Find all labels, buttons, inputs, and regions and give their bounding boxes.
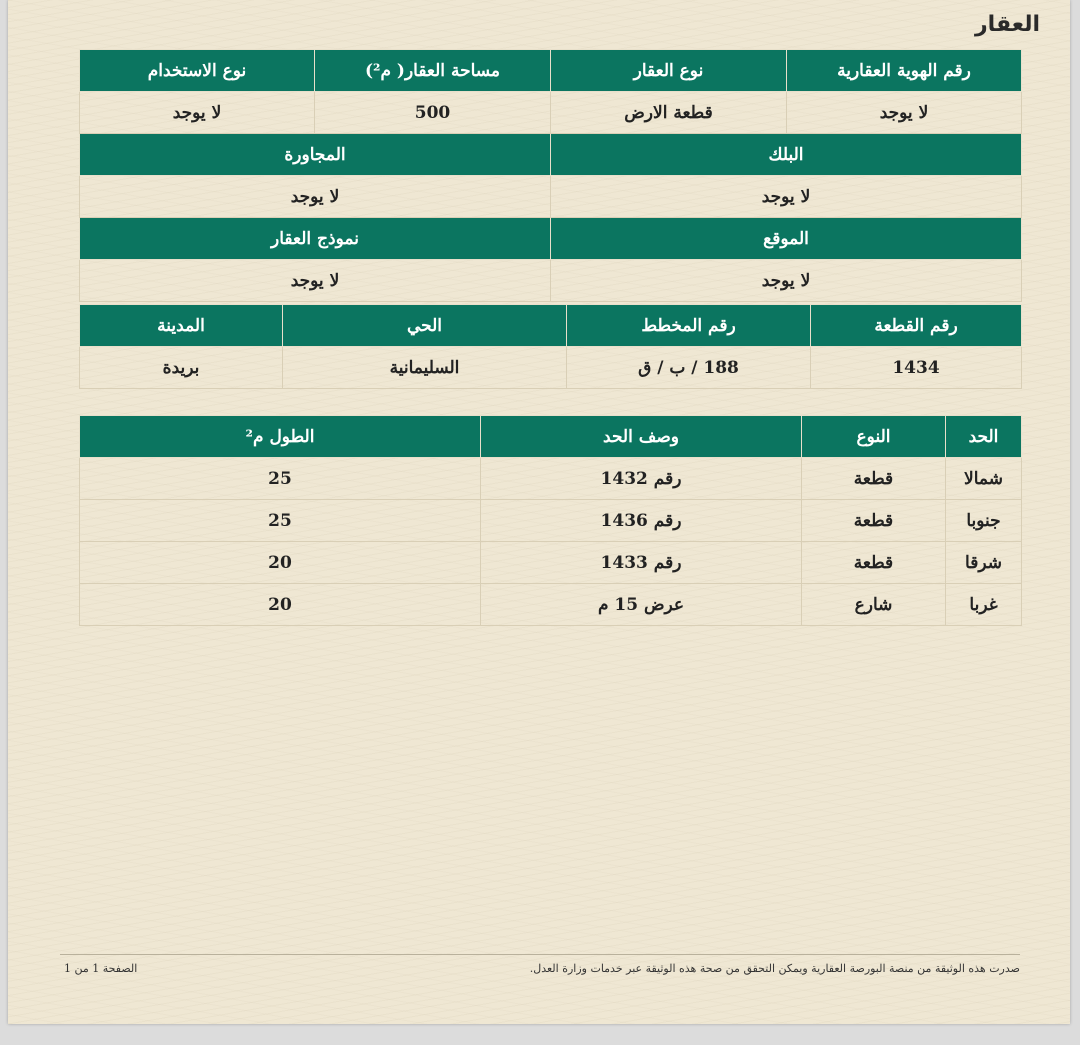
boundary-direction: غربا [946, 584, 1022, 626]
header-property-type: نوع العقار [551, 50, 787, 92]
header-boundary-description: وصف الحد [481, 416, 802, 458]
section-title: العقار [975, 12, 1040, 37]
boundary-length: 25 [80, 500, 481, 542]
boundary-direction: جنوبا [946, 500, 1022, 542]
header-boundary-length: الطول م² [80, 416, 481, 458]
value-property-model: لا يوجد [80, 260, 551, 302]
value-property-type: قطعة الارض [551, 92, 787, 134]
boundary-length: 20 [80, 542, 481, 584]
document-page [8, 0, 1070, 1024]
page-number: الصفحة 1 من 1 [64, 962, 138, 975]
boundary-type: شارع [802, 584, 946, 626]
boundary-description: رقم 1433 [481, 542, 802, 584]
boundary-description: رقم 1436 [481, 500, 802, 542]
boundary-length: 25 [80, 458, 481, 500]
footer-divider [60, 954, 1020, 955]
boundary-description: عرض 15 م [481, 584, 802, 626]
header-neighborhood-unit: المجاورة [80, 134, 551, 176]
boundary-type: قطعة [802, 542, 946, 584]
value-usage-type: لا يوجد [80, 92, 315, 134]
property-header-row-1 [80, 50, 1022, 92]
value-city: بريدة [80, 347, 283, 389]
property-value-row-2 [80, 176, 1022, 218]
header-property-area: مساحة العقار( م²) [315, 50, 551, 92]
header-location: الموقع [551, 218, 1022, 260]
header-property-model: نموذج العقار [80, 218, 551, 260]
header-boundary-type: النوع [802, 416, 946, 458]
property-header-row-3 [80, 218, 1022, 260]
boundary-type: قطعة [802, 500, 946, 542]
header-district: الحي [283, 305, 567, 347]
table-row [80, 584, 1022, 626]
boundary-direction: شمالا [946, 458, 1022, 500]
boundary-description: رقم 1432 [481, 458, 802, 500]
property-header-row-2 [80, 134, 1022, 176]
value-neighborhood-unit: لا يوجد [80, 176, 551, 218]
footer-note: صدرت هذه الوثيقة من منصة البورصة العقارية ويمكن التحقق من صحة هذه الوثيقة عبر خدمات وزارة العدل. [529, 962, 1020, 975]
header-boundary: الحد [946, 416, 1022, 458]
boundaries-header-row [80, 416, 1022, 458]
value-district: السليمانية [283, 347, 567, 389]
header-block: البلك [551, 134, 1022, 176]
value-location: لا يوجد [551, 260, 1022, 302]
boundaries-table [79, 415, 1022, 626]
value-block: لا يوجد [551, 176, 1022, 218]
boundary-type: قطعة [802, 458, 946, 500]
value-scheme-number: 188 / ب / ق [567, 347, 811, 389]
header-property-id: رقم الهوية العقارية [787, 50, 1022, 92]
header-city: المدينة [80, 305, 283, 347]
value-property-id: لا يوجد [787, 92, 1022, 134]
plot-table [79, 304, 1022, 389]
table-row [80, 500, 1022, 542]
value-plot-number: 1434 [811, 347, 1022, 389]
plot-value-row [80, 347, 1022, 389]
header-scheme-number: رقم المخطط [567, 305, 811, 347]
plot-header-row [80, 305, 1022, 347]
value-property-area: 500 [315, 92, 551, 134]
property-value-row-3 [80, 260, 1022, 302]
header-usage-type: نوع الاستخدام [80, 50, 315, 92]
property-value-row-1 [80, 92, 1022, 134]
property-table [79, 49, 1022, 302]
header-plot-number: رقم القطعة [811, 305, 1022, 347]
boundary-length: 20 [80, 584, 481, 626]
boundary-direction: شرقا [946, 542, 1022, 584]
table-row [80, 542, 1022, 584]
table-row [80, 458, 1022, 500]
